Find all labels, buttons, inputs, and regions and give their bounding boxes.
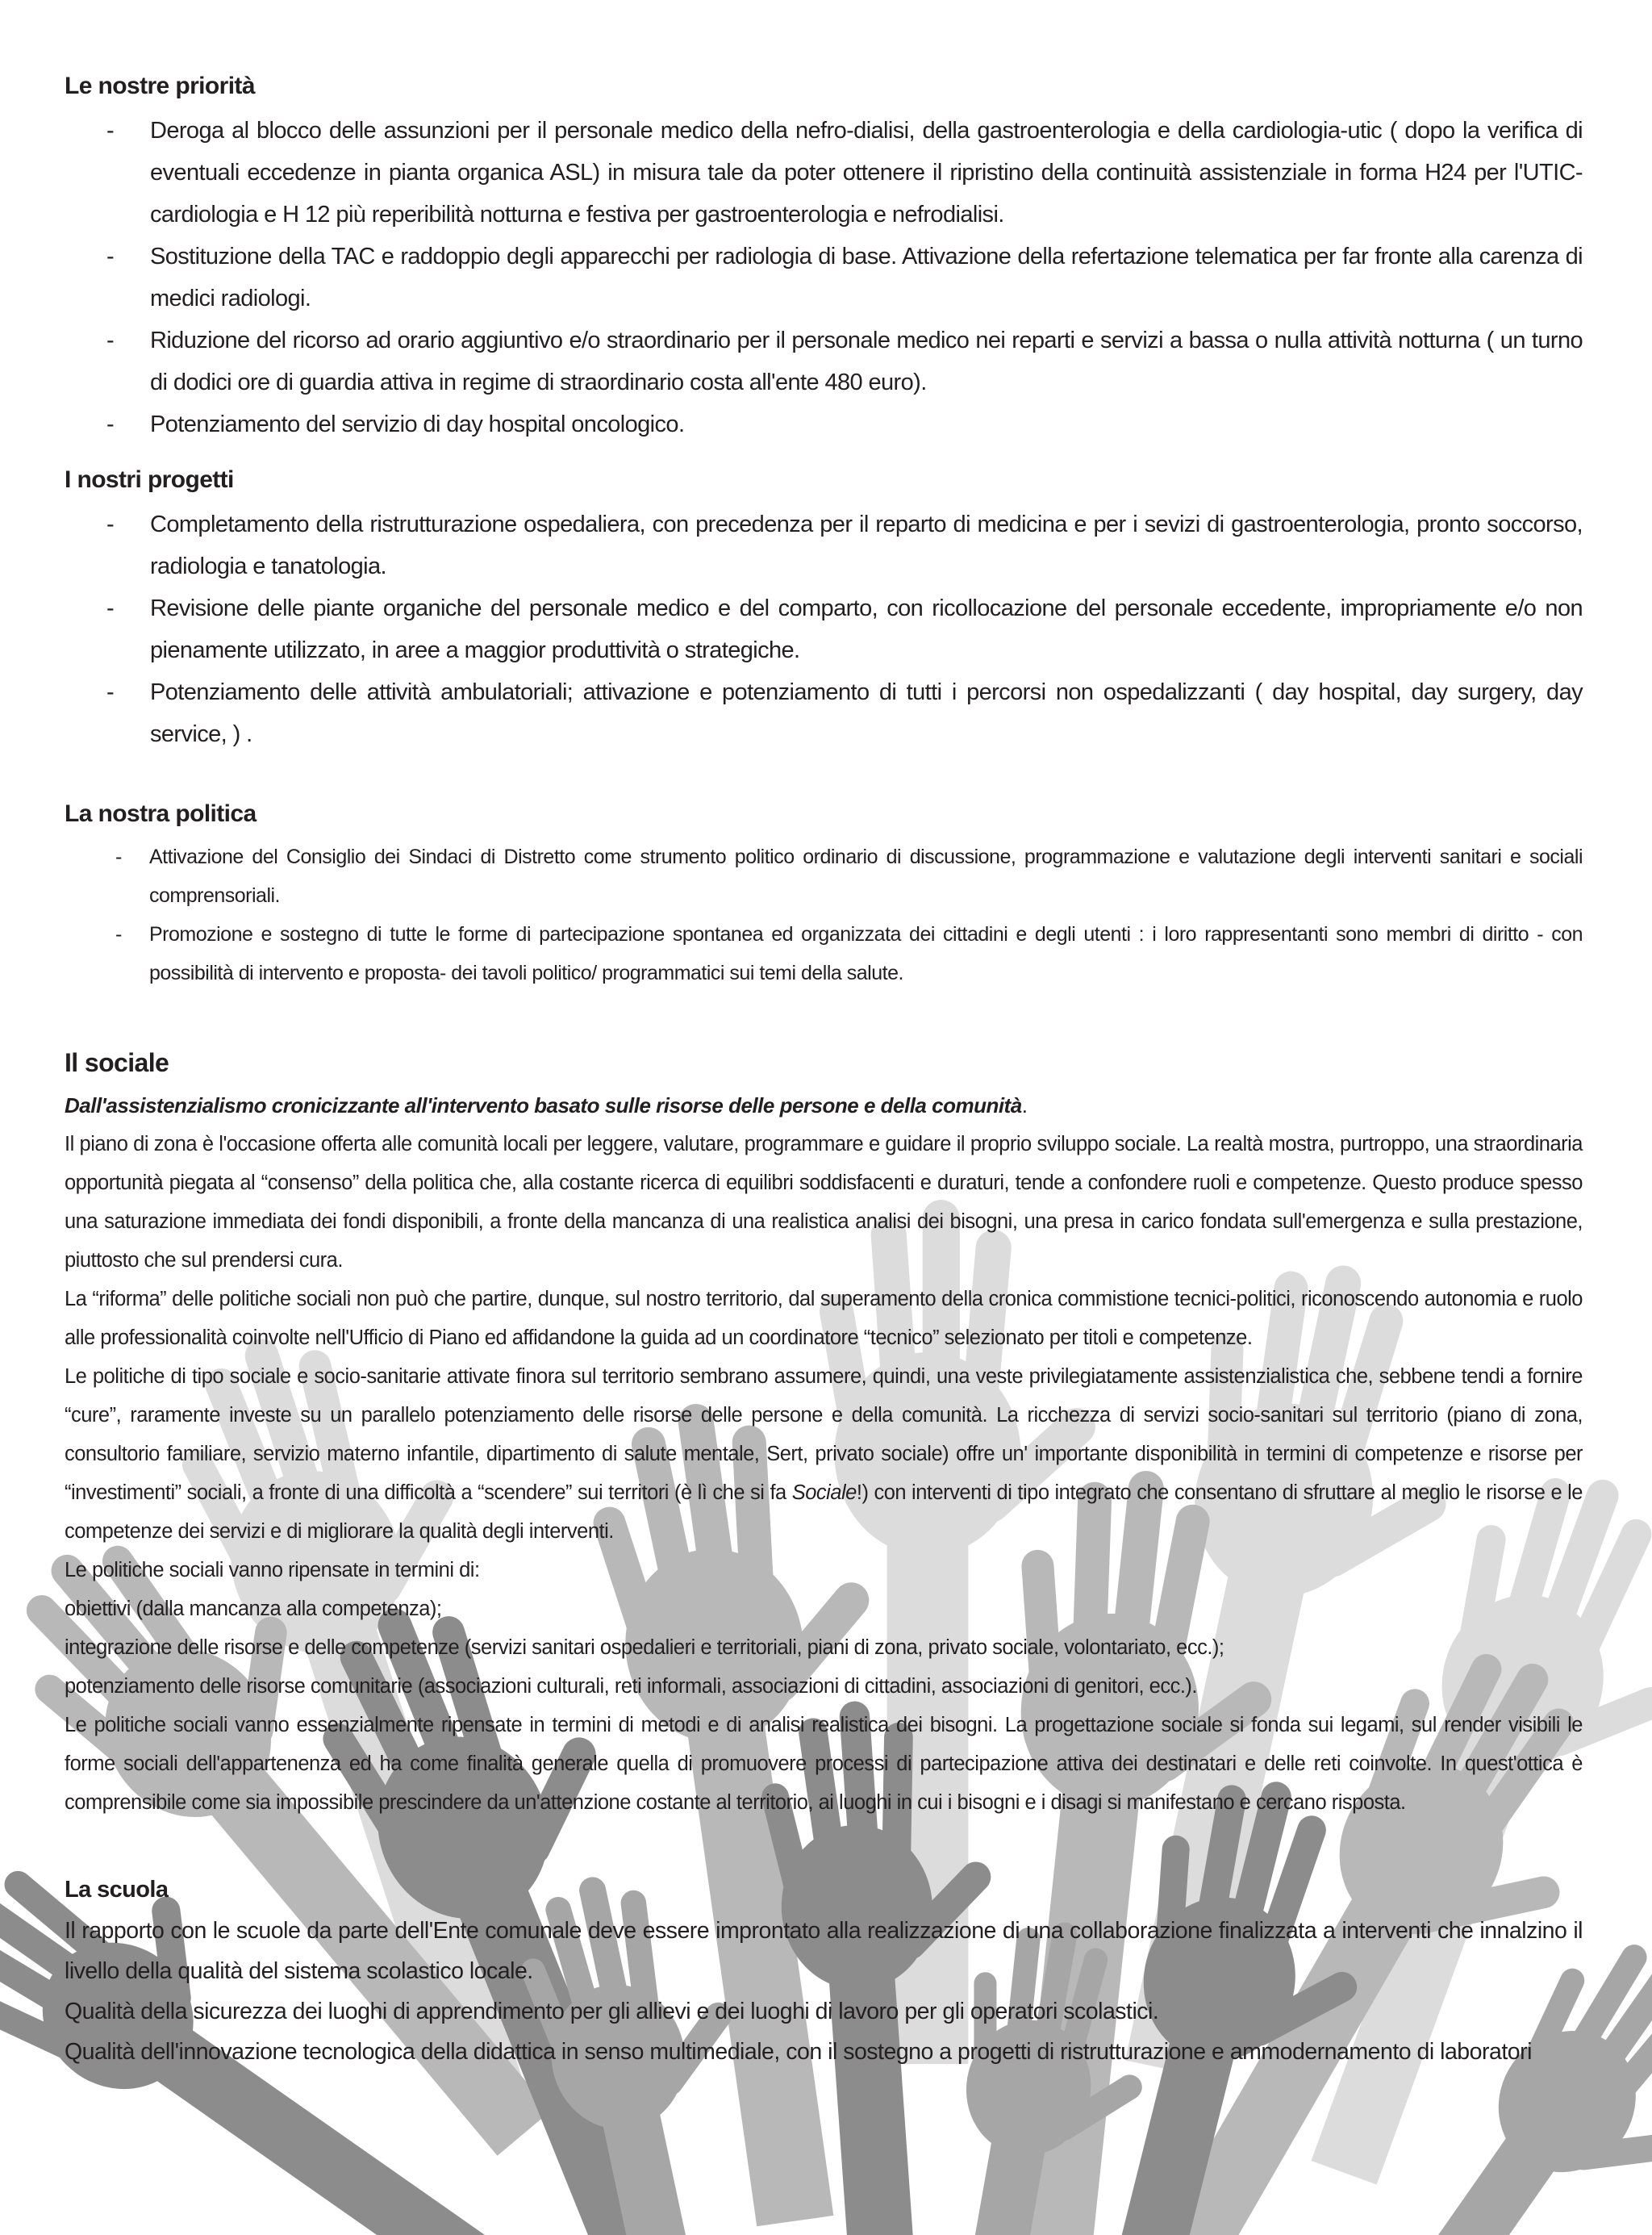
- list-priorita: [65, 110, 1583, 445]
- list-item: - Promozione e sostegno di tutte le forme di partecipazione spontanea ed organizzata dei cittadini e degli utenti : i loro rappresentanti sono membri di diritto - con possibilità di intervento e proposta- dei tavoli politico/ programmatici sui temi della salute.: [65, 915, 1583, 992]
- list-politica: [65, 838, 1583, 992]
- paragraph: Qualità dell'innovazione tecnologica della didattica in senso multimediale, con il sostegno a progetti di ristrutturazione e ammodernamento di laboratori: [65, 2039, 1532, 2065]
- list-item: - Sostituzione della TAC e raddoppio degli apparecchi per radiologia di base. Attivazione della refertazione telematica per far fronte alla carenza di medici radiologi.: [65, 236, 1583, 320]
- paragraph: obiettivi (dalla mancanza alla competenza);: [65, 1598, 442, 1620]
- document-page: [65, 63, 1583, 2072]
- list-item: - Completamento della ristrutturazione ospedaliera, con precedenza per il reparto di medicina e per i sevizi di gastroenterologia, pronto soccorso, radiologia e tanatologia.: [65, 503, 1583, 587]
- emphasis-sociale: Sociale: [791, 1481, 857, 1504]
- heading-scuola: La scuola: [65, 1877, 169, 1903]
- list-progetti: [65, 503, 1583, 755]
- paragraph: Le politiche sociali vanno essenzialmente ripensate in termini di metodi e di analisi realistica dei bisogni. La progettazione sociale si fonda sui legami, sul render visibili le forme sociali dell'appartenenza ed ha come finalità generale quella di promuovere processi di partecipazione attiva dei destinatari e delle reti coinvolte. In quest'ottica è comprensibile come sia impossibile prescindere da un'attenzione costante al territorio, ai luoghi in cui i bisogni e i disagi si manifestano e cercano risposta.: [65, 1714, 1583, 1814]
- list-item: - Potenziamento del servizio di day hospital oncologico.: [65, 403, 1583, 445]
- paragraph: Le politiche di tipo sociale e socio-sanitarie attivate finora sul territorio sembrano assumere, quindi, una veste privilegiatamente assistenzialistica che, sebbene tendi a fornire “cure”, raramente investe su un parallelo potenziamento delle risorse delle persone e della comunità. La ricchezza di servizi socio-sanitari sul territorio (piano di zona, consultorio familiare, servizio materno infantile, dipartimento di salute mentale, Sert, privato sociale) offre un' importante disponibilità in termini di competenze e risorse per “investimenti” sociali, a fronte di una difficoltà a “scendere” sui territori (è lì che si fa Sociale!) con interventi di tipo integrato che consentano di sfruttare al meglio le risorse e le competenze dei servizi e di migliorare la qualità degli interventi.: [65, 1365, 1583, 1543]
- list-item: - Potenziamento delle attività ambulatoriali; attivazione e potenziamento di tutti i percorsi non ospedalizzanti ( day hospital, day surgery, day service, ) .: [65, 671, 1583, 755]
- heading-progetti: I nostri progetti: [65, 466, 234, 493]
- list-item: - Revisione delle piante organiche del personale medico e del comparto, con ricollocazione del personale eccedente, impropriamente e/o non pienamente utilizzato, in aree a maggior produttività o strategiche.: [65, 587, 1583, 671]
- paragraph: Le politiche sociali vanno ripensate in termini di:: [65, 1559, 480, 1581]
- paragraph: Il rapporto con le scuole da parte dell'Ente comunale deve essere improntato alla realizzazione di una collaborazione finalizzata a interventi che innalzino il livello della qualità del sistema scolastico locale.: [65, 1918, 1583, 1984]
- sociale-subtitle: Dall'assistenzialismo cronicizzante all'intervento basato sulle risorse delle persone e della comunità.: [65, 1093, 1028, 1118]
- list-item: - Attivazione del Consiglio dei Sindaci di Distretto come strumento politico ordinario di discussione, programmazione e valutazione degli interventi sanitari e sociali comprensoriali.: [65, 838, 1583, 915]
- heading-priorita: Le nostre priorità: [65, 73, 255, 99]
- list-item: - Deroga al blocco delle assunzioni per il personale medico della nefro-dialisi, della gastroenterologia e della cardiologia-utic ( dopo la verifica di eventuali eccedenze in pianta organica ASL) in misura tale da poter ottenere il ripristino della continuità assistenziale in forma H24 per l'UTIC-cardiologia e H 12 più reperibilità notturna e festiva per gastroenterologia e nefrodialisi.: [65, 110, 1583, 236]
- paragraph: integrazione delle risorse e delle competenze (servizi sanitari ospedalieri e territoriali, piani di zona, privato sociale, volontariato, ecc.);: [65, 1636, 1224, 1659]
- paragraph: Qualità della sicurezza dei luoghi di apprendimento per gli allievi e dei luoghi di lavoro per gli operatori scolastici.: [65, 1999, 1159, 2024]
- heading-sociale: Il sociale: [65, 1048, 169, 1077]
- list-item: - Riduzione del ricorso ad orario aggiuntivo e/o straordinario per il personale medico nei reparti e servizi a bassa o nulla attività notturna ( un turno di dodici ore di guardia attiva in regime di straordinario costa all'ente 480 euro).: [65, 320, 1583, 403]
- paragraph: potenziamento delle risorse comunitarie (associazioni culturali, reti informali, associazioni di cittadini, associazioni di genitori, ecc.).: [65, 1675, 1197, 1698]
- heading-politica: La nostra politica: [65, 800, 257, 827]
- paragraph: La “riforma” delle politiche sociali non può che partire, dunque, sul nostro territorio, dal superamento della cronica commistione tecnici-politici, riconoscendo autonomia e ruolo alle professionalità coinvolte nell'Ufficio di Piano ed affidandone la guida ad un coordinatore “tecnico” selezionato per titoli e competenze.: [65, 1288, 1583, 1349]
- paragraph: Il piano di zona è l'occasione offerta alle comunità locali per leggere, valutare, programmare e guidare il proprio sviluppo sociale. La realtà mostra, purtroppo, una straordinaria opportunità piegata al “consenso” della politica che, alla costante ricerca di equilibri soddisfacenti e duraturi, tende a confondere ruoli e competenze. Questo produce spesso una saturazione immediata dei fondi disponibili, a fronte della mancanza di una realistica analisi dei bisogni, una presa in carico fondata sull'emergenza e sulla prestazione, piuttosto che sul prendersi cura.: [65, 1133, 1583, 1272]
